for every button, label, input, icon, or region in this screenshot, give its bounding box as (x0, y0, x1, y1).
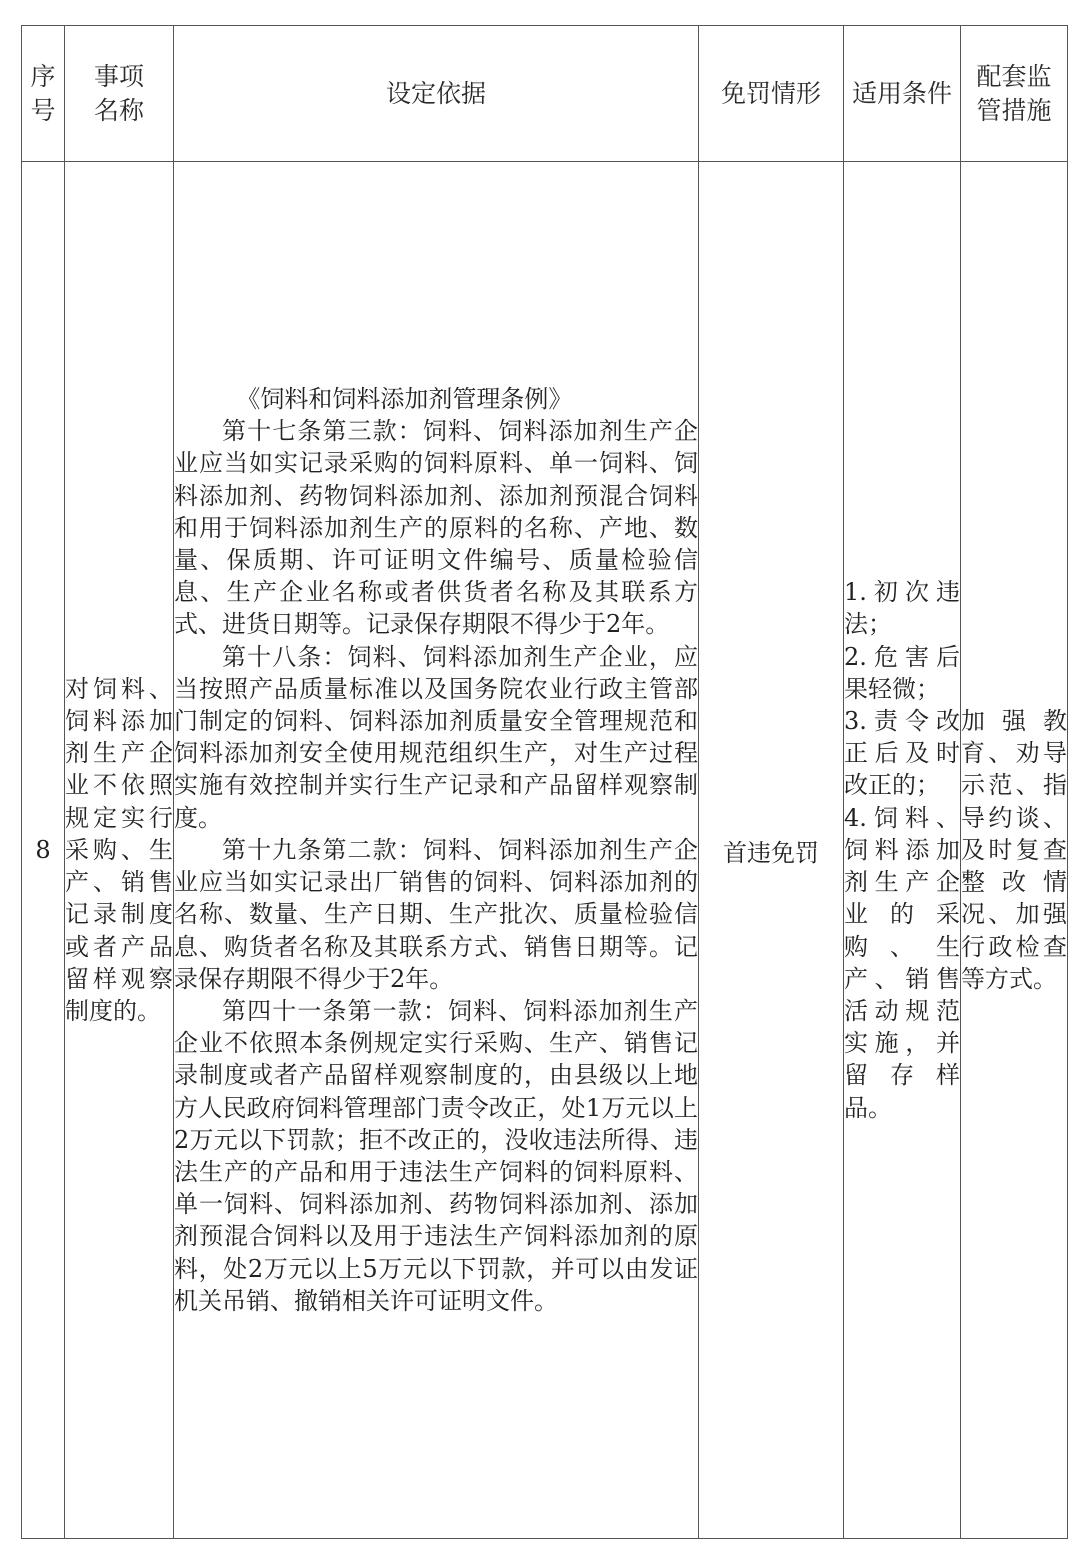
header-item-line-2: 名称 (93, 95, 144, 125)
header-exempt: 免罚情形 (699, 26, 844, 162)
table-row (22, 162, 1068, 1539)
basis-article-17: 第十七条第三款：饲料、饲料添加剂生产企业应当如实记录采购的饲料原料、单一饲料、饲料添加剂、药物饲料添加剂、添加剂预混合饲料和用于饲料添加剂生产的原料的名称、产地、数量、保质期、许可证明文件编号、质量检验信息、生产企业名称或者供货者名称及其联系方式、进货日期等。记录保存期限不得少于2年。 (174, 417, 698, 639)
basis-article-18: 第十八条：饲料、饲料添加剂生产企业，应当按照产品质量标准以及国务院农业行政主管部门制定的饲料、饲料添加剂质量安全管理规范和饲料添加剂安全使用规范组织生产，对生产过程实施有效控制并实行生产记录和产品留样观察制度。 (174, 642, 698, 832)
condition-item-2: 2.危害后果轻微； (844, 642, 960, 703)
row-condition-cell (844, 162, 961, 1539)
basis-regulation-title: 《饲料和饲料添加剂管理条例》 (236, 385, 573, 414)
header-measure-line-2: 管措施 (976, 95, 1052, 125)
row-item-name: 对饲料、饲料添加剂生产企业不依照规定实行采购、生产、销售记录制度或者产品留样观察制度的。 (65, 674, 173, 1025)
condition-item-3: 3.责令改正后及时改正的； (844, 707, 960, 800)
condition-item-4: 4.饲料、饲料添加剂生产企业的采购、生产、销售活动规范实施，并留存样品。 (844, 803, 960, 1122)
header-seq-line-1: 序 (30, 61, 56, 91)
row-seq: 8 (22, 162, 65, 1539)
row-exempt: 首违免罚 (699, 162, 844, 1539)
basis-article-19: 第十九条第二款：饲料、饲料添加剂生产企业应当如实记录出厂销售的饲料、饲料添加剂的名称、数量、生产日期、生产批次、质量检验信息、购货者名称及其联系方式、销售日期等。记录保存期限不得少于2年。 (174, 835, 698, 993)
header-seq-line-2: 号 (30, 95, 56, 125)
header-item-line-1: 事项 (93, 61, 144, 91)
header-condition: 适用条件 (844, 26, 961, 162)
row-item-cell (65, 162, 174, 1539)
row-measure-cell (961, 162, 1068, 1539)
condition-list (844, 576, 960, 1123)
header-item (65, 26, 174, 162)
exemption-table (21, 25, 1068, 1539)
row-basis-cell (174, 162, 699, 1539)
basis-text (174, 383, 698, 1317)
header-basis: 设定依据 (174, 26, 699, 162)
header-seq (22, 26, 65, 162)
header-measure-line-1: 配套监 (976, 61, 1052, 91)
header-measure (961, 26, 1068, 162)
row-measure: 加强教育、劝导示范、指导约谈、及时复查整改情况、加强行政检查等方式。 (961, 707, 1067, 993)
condition-item-1: 1.初次违法； (844, 578, 960, 639)
basis-article-41: 第四十一条第一款：饲料、饲料添加剂生产企业不依照本条例规定实行采购、生产、销售记录制度或者产品留样观察制度的，由县级以上地方人民政府饲料管理部门责令改正，处1万元以上2万元以下罚款；拒不改正的，没收违法所得、违法生产的产品和用于违法生产饲料的饲料原料、单一饲料、饲料添加剂、药物饲料添加剂、添加剂预混合饲料以及用于违法生产饲料添加剂的原料，处2万元以上5万元以下罚款，并可以由发证机关吊销、撤销相关许可证明文件。 (174, 996, 698, 1315)
table-header-row (22, 26, 1068, 162)
